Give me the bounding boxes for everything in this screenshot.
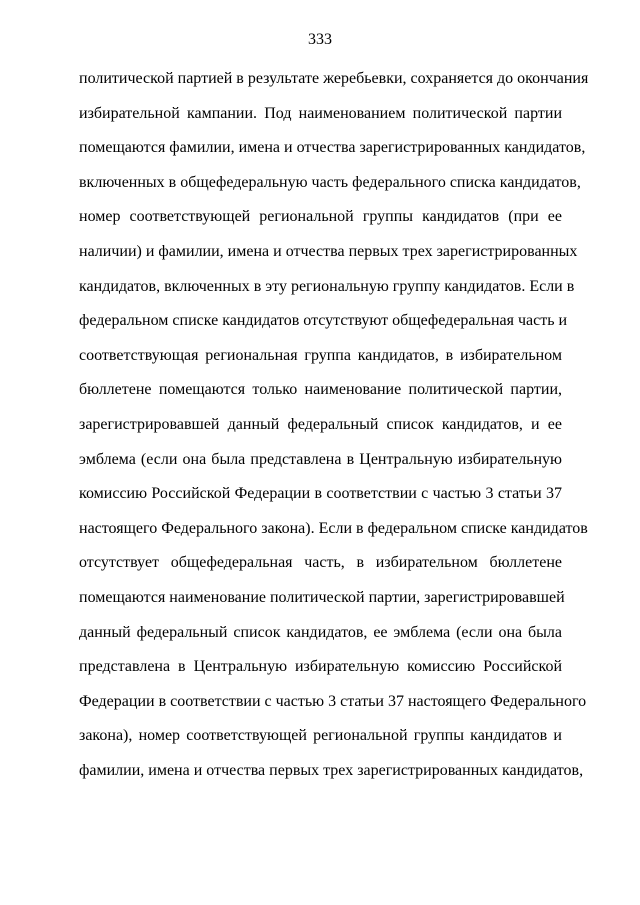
text-line: данный федеральный список кандидатов, ее эмблема (если она была [79, 623, 562, 641]
text-line: избирательной кампании. Под наименованием политической партии [79, 104, 562, 122]
text-line: Федерации в соответствии с частью 3 статьи 37 настоящего Федерального [79, 692, 587, 710]
text-line: помещаются наименование политической партии, зарегистрировавшей [79, 588, 565, 606]
text-line: федеральном списке кандидатов отсутствуют общефедеральная часть и [79, 312, 568, 330]
text-line: соответствующая региональная группа кандидатов, в избирательном [79, 346, 562, 364]
text-line: фамилии, имена и отчества первых трех зарегистрированных кандидатов, [79, 761, 584, 779]
text-line: эмблема (если она была представлена в Центральную избирательную [79, 450, 562, 468]
text-line: представлена в Центральную избирательную комиссию Российской [79, 658, 562, 676]
text-line: политической партией в результате жеребьевки, сохраняется до окончания [79, 70, 589, 87]
text-line: включенных в общефедеральную часть федерального списка кандидатов, [79, 173, 581, 191]
text-line: закона), номер соответствующей региональной группы кандидатов и [79, 727, 562, 745]
page-number: 333 [308, 31, 332, 48]
text-line: помещаются фамилии, имена и отчества зарегистрированных кандидатов, [79, 139, 586, 157]
text-line: кандидатов, включенных в эту региональную группу кандидатов. Если в [79, 277, 575, 295]
text-line: комиссию Российской Федерации в соответствии с частью 3 статьи 37 [79, 485, 562, 503]
text-line: зарегистрировавшей данный федеральный список кандидатов, и ее [79, 415, 562, 433]
body-text [79, 62, 589, 788]
text-line: настоящего Федерального закона). Если в федеральном списке кандидатов [79, 519, 588, 537]
text-line: наличии) и фамилии, имена и отчества первых трех зарегистрированных [79, 242, 578, 260]
text-line: бюллетене помещаются только наименование политической партии, [79, 381, 562, 399]
text-line: отсутствует общефедеральная часть, в избирательном бюллетене [79, 554, 562, 572]
text-line: номер соответствующей региональной группы кандидатов (при ее [79, 208, 562, 226]
